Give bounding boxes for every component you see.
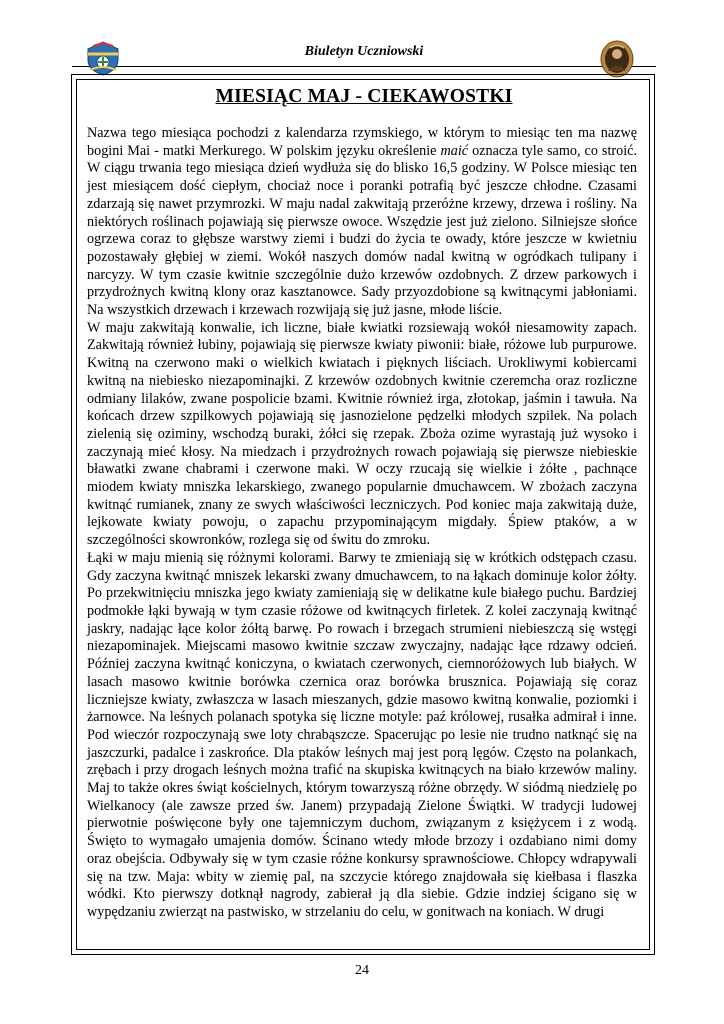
- article-body: [87, 125, 637, 922]
- bulletin-title: Biuletyn Uczniowski: [304, 44, 424, 59]
- paragraph-1-start: Nazwa tego miesiąca pochodzi z kalendarza rzymskiego, w którym to miesiąc ten ma nazwę bogini Mai - matki Merkurego. W polskim języku określenie: [87, 125, 637, 159]
- page-header: [72, 36, 656, 76]
- paragraph-1-rest: oznacza tyle samo, co stroić. W ciągu trwania tego miesiąca dzień wydłuża się do blisko 16,5 godziny. W Polsce miesiąc ten jest miesiącem dość ciepłym, chociaż noce i poranki potrafią być jeszcze chłodne. Czasami zdarzają się nawet przymrozki. W maju nadal zakwitają przeróżne krzewy, drzewa i rośliny. Na niektórych roślinach pojawiają się pierwsze owoce. Wszędzie jest już zielono. Silniejsze słońce ogrzewa coraz to głębsze warstwy ziemi i budzi do życia te owady, które jeszcze w kwietniu pozostawały głębiej w ziemi. Wokół naszych domów nadal kwitną w ogródkach tulipany i narcyzy. W tym czasie kwitnie szczególnie dużo krzewów ozdobnych. Z drzew parkowych i przydrożnych kwitną klony oraz kasztanowce. Sady przyozdobione są kwitnącymi jabłoniami. Na wszystkich drzewach i krzewach rozwijają się już jasne, młode liście.: [87, 142, 637, 319]
- patron-portrait-medallion: [600, 40, 634, 78]
- paragraph-2: W maju zakwitają konwalie, ich liczne, białe kwiatki rozsiewają wokół niesamowity zapach. Zakwitają również łubiny, pojawiają się pierwsze kwiaty piwonii: białe, różowe lub purpurowe. Kwitną na czerwono maki o wielkich kwiatach i pięknych liściach. Urokliwymi kobiercami kwitną na niebiesko niezapominajki. Z krzewów ozdobnych kwitnie czeremcha oraz rozliczne odmiany lilaków, zwane pospolicie bzami. Kwitnie również irga, złotokap, jaśmin i tawuła. Na końcach drzew szpilkowych pojawiają się jasnozielone pędzelki młodych szpilek. Na polach zielenią się oziminy, wschodzą buraki, żółci się rzepak. Zboża ozime wyrastają już wysoko i zaczynają mieć kłosy. Na miedzach i przydrożnych rowach pojawiają się pierwsze niebieskie bławatki zwane chabrami i czerwone maki. W oczy rzucają się wielkie i żółte , pachnące miodem kwiaty mniszka lekarskiego, zwanego popularnie dmuchawcem. W zbożach zaczyna kwitnąć rumianek, znany ze swych właściwości leczniczych. Pod koniec maja zakwitają duże, lejkowate kwiaty powoju, o zapachu przypominającym migdały. Śpiew ptaków, a w szczególności skowronków, rozlega się od świtu do zmroku.: [87, 319, 637, 549]
- page-number: 24: [355, 963, 369, 978]
- article-title: MIESIĄC MAJ - CIEKAWOSTKI: [215, 86, 513, 107]
- header-rule: [72, 66, 656, 67]
- emphasized-word: maić: [440, 142, 469, 159]
- school-emblem-logo: [84, 40, 122, 76]
- paragraph-3: Łąki w maju mienią się różnymi kolorami. Barwy te zmieniają się w krótkich odstępach czasu. Gdy zaczyna kwitnąć mniszek lekarski zwany dmuchawcem, to na łąkach dominuje kolor żółty. Po przekwitnięciu mniszka jego kwiaty zamieniają się w delikatne kule białego puchu. Bardziej podmokłe łąki bywają w tym czasie różowe od kwitnących firletek. Z kolei zaczynają kwitnąć jaskry, nadając łące kolor żółtą barwę. Po rowach i brzegach strumieni niebieszczą się wstęgi niezapominajek. Miejscami masowo kwitnie szczaw zwyczajny, nadając łące rdzawy odcień. Później zaczyna kwitnąć koniczyna, o kwiatach czerwonych, ciemnoróżowych lub białych. W lasach masowo kwitnie borówka czernica oraz borówka brusznica. Pojawiają się coraz liczniejsze kwiaty, zwłaszcza w lasach mieszanych, gdzie masowo kwitną konwalie, poziomki i żarnowce. Na leśnych polanach spotyka się liczne motyle: paź królowej, rusałka admirał i inne. Pod wieczór rozpoczynają swe loty chrabąszcze. Spacerując po lesie nie trudno natknąć się na jaszczurki, padalce i zaskrońce. Dla ptaków leśnych maj jest porą lęgów. Często na polankach, zrębach i przy drogach leśnych można trafić na skupiska kwitnących na biało krzewów maliny. Maj to także okres świąt kościelnych, którym towarzyszą różne obrzędy. W siódmą niedzielę po Wielkanocy (ale zawsze przed św. Janem) przypadają Zielone Świątki. W tradycji ludowej pierwotnie poświęcone były one tajemniczym duchom, związanym z księżycem i z wodą. Święto to wymagało umajenia domów. Ścinano wtedy młode brzozy i ozdabiano nimi domy oraz obejścia. Odbywały się w tym czasie różne konkursy sprawnościowe. Chłopcy wdrapywali się na tzw. Maja: wbity w ziemię pal, na szczycie którego znajdowała się kiełbasa i flaszka wódki. Kto pierwszy dotknął nagrody, zabierał ją dla siebie. Gdzie indziej ścigano się w wypędzaniu zwierząt na pastwisko, w strzelaniu do celu, w gonitwach na koniach. W drugi: [87, 549, 637, 920]
- paragraph-1: [87, 125, 637, 320]
